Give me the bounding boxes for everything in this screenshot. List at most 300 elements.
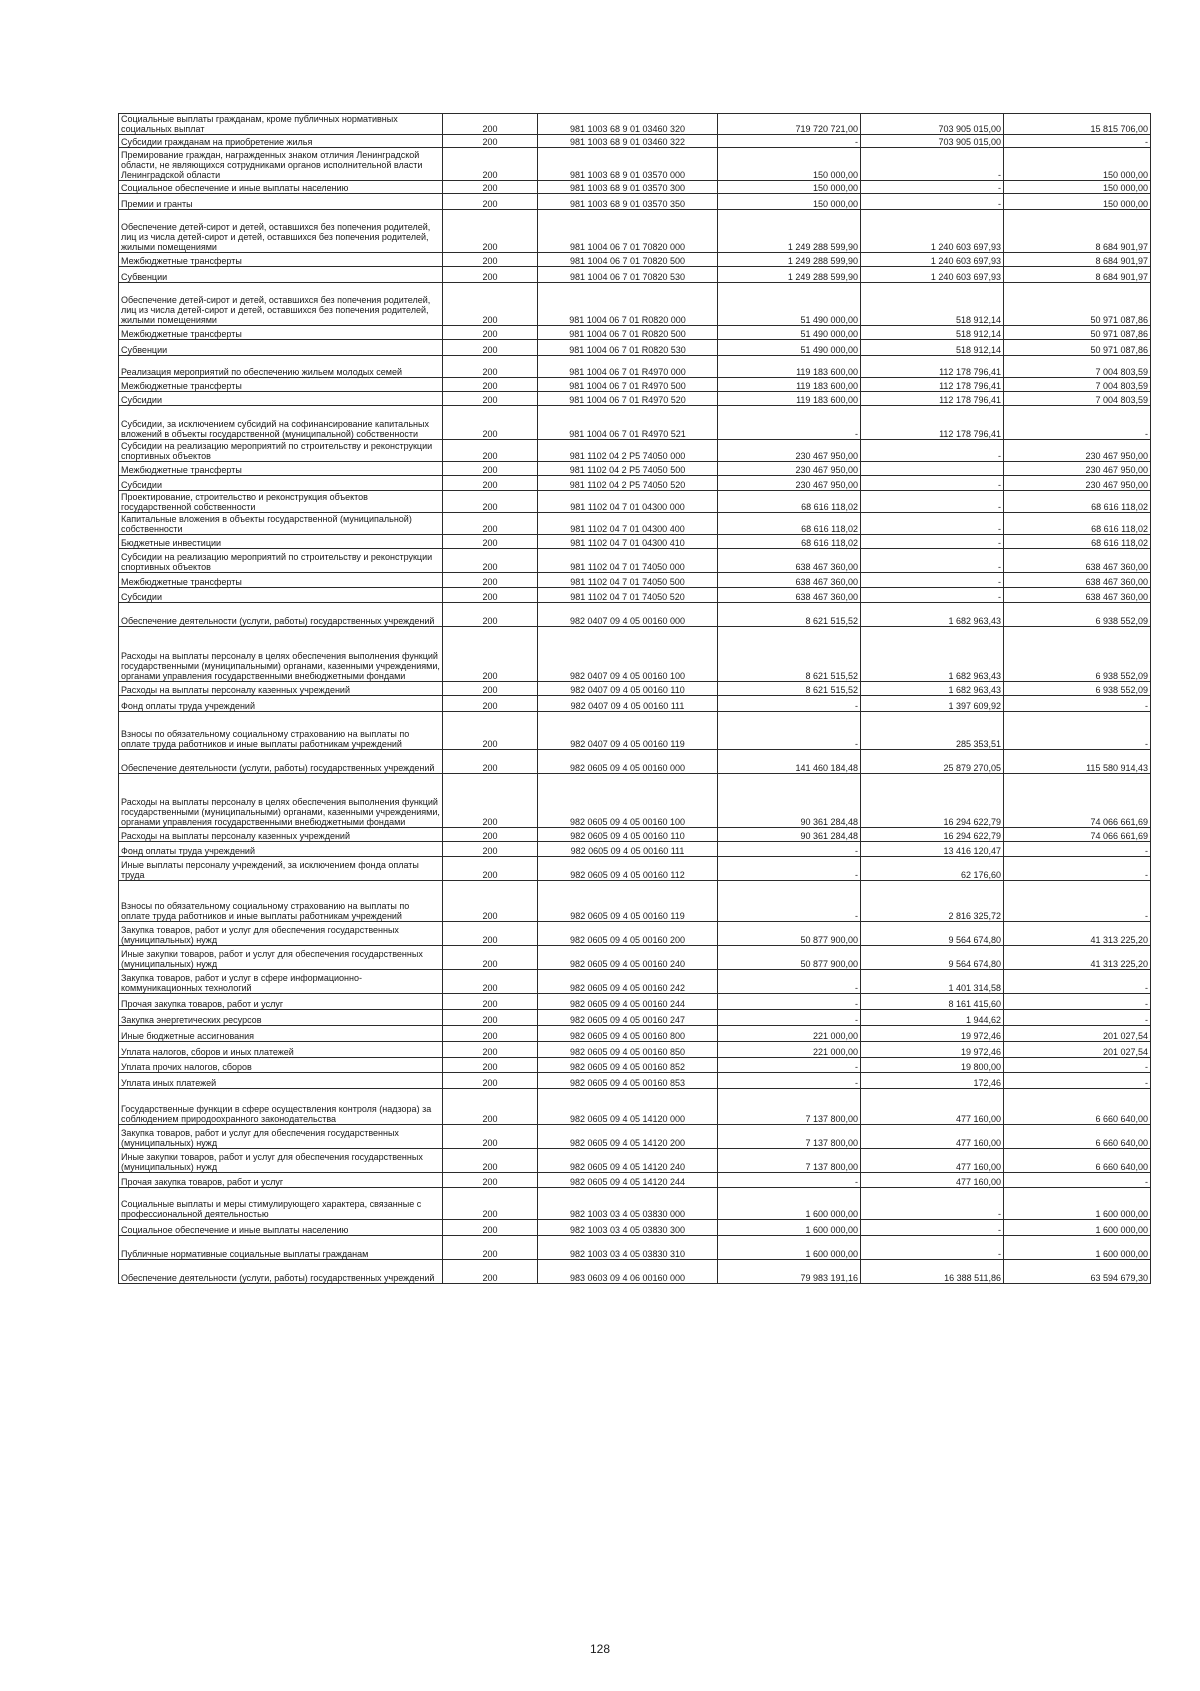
row-budget-classification-code: 981 1004 06 7 01 R0820 530 [538,340,718,356]
row-approved-amount: 8 621 515,52 [718,627,861,682]
row-name: Обеспечение деятельности (услуги, работы) государственных учреждений [119,603,443,627]
row-name: Уплата иных платежей [119,1073,443,1089]
row-executed-amount: 1 240 603 697,93 [861,253,1004,267]
row-name: Социальное обеспечение и иные выплаты населению [119,1220,443,1236]
row-executed-amount: 1 682 963,43 [861,603,1004,627]
row-unexecuted-amount: 6 660 640,00 [1004,1089,1151,1125]
row-name: Социальные выплаты гражданам, кроме публичных нормативных социальных выплат [119,114,443,135]
row-unexecuted-amount: 74 066 661,69 [1004,774,1151,828]
row-approved-amount: 638 467 360,00 [718,549,861,573]
table-row [119,922,1151,946]
row-executed-amount: - [861,491,1004,513]
row-budget-classification-code: 981 1102 04 7 01 74050 000 [538,549,718,573]
row-unexecuted-amount: 7 004 803,59 [1004,356,1151,378]
row-approved-amount: - [718,881,861,922]
row-budget-classification-code: 981 1102 04 7 01 74050 520 [538,588,718,603]
row-executed-amount: 62 176,60 [861,857,1004,881]
row-budget-classification-code: 982 0605 09 4 05 00160 119 [538,881,718,922]
row-line-code: 200 [443,392,538,406]
table-row [119,283,1151,326]
table-row [119,491,1151,513]
row-line-code: 200 [443,627,538,682]
row-executed-amount: - [861,588,1004,603]
table-row [119,881,1151,922]
row-budget-classification-code: 982 0605 09 4 05 00160 240 [538,946,718,970]
row-executed-amount: 9 564 674,80 [861,922,1004,946]
row-executed-amount: 1 397 609,92 [861,696,1004,712]
budget-execution-table [118,113,1151,1284]
table-row [119,1188,1151,1220]
row-line-code: 200 [443,946,538,970]
row-budget-classification-code: 982 0605 09 4 05 00160 111 [538,842,718,857]
row-line-code: 200 [443,1236,538,1260]
row-unexecuted-amount: - [1004,696,1151,712]
table-row [119,970,1151,994]
row-approved-amount: 51 490 000,00 [718,283,861,326]
table-body [119,114,1151,1284]
row-budget-classification-code: 982 0605 09 4 05 14120 240 [538,1149,718,1173]
row-unexecuted-amount: - [1004,881,1151,922]
table-row [119,549,1151,573]
row-approved-amount: 7 137 800,00 [718,1125,861,1149]
row-name: Расходы на выплаты персоналу в целях обеспечения выполнения функций государственными (муниципальными) органами, казенными учреждениями, органами управления государственными внебюджетными фондами [119,627,443,682]
row-unexecuted-amount: 230 467 950,00 [1004,476,1151,491]
row-name: Межбюджетные трансферты [119,462,443,476]
row-budget-classification-code: 981 1004 06 7 01 70820 530 [538,267,718,283]
table-row [119,603,1151,627]
row-line-code: 200 [443,535,538,549]
row-executed-amount: 1 401 314,58 [861,970,1004,994]
row-unexecuted-amount: 150 000,00 [1004,194,1151,210]
row-executed-amount: 9 564 674,80 [861,946,1004,970]
row-name: Бюджетные инвестиции [119,535,443,549]
table-row [119,1236,1151,1260]
row-executed-amount: 518 912,14 [861,283,1004,326]
row-unexecuted-amount: 638 467 360,00 [1004,588,1151,603]
row-unexecuted-amount: - [1004,406,1151,440]
row-unexecuted-amount: 115 580 914,43 [1004,750,1151,774]
row-name: Фонд оплаты труда учреждений [119,696,443,712]
row-budget-classification-code: 982 0605 09 4 05 00160 247 [538,1010,718,1026]
row-line-code: 200 [443,491,538,513]
row-approved-amount: 8 621 515,52 [718,603,861,627]
row-approved-amount: 7 137 800,00 [718,1089,861,1125]
row-budget-classification-code: 981 1004 06 7 01 R4970 500 [538,378,718,392]
table-row [119,696,1151,712]
row-approved-amount: 230 467 950,00 [718,476,861,491]
row-budget-classification-code: 981 1004 06 7 01 R4970 000 [538,356,718,378]
row-name: Государственные функции в сфере осуществления контроля (надзора) за соблюдением природоохранного законодательства [119,1089,443,1125]
row-executed-amount: 112 178 796,41 [861,378,1004,392]
row-budget-classification-code: 982 0605 09 4 05 00160 850 [538,1042,718,1058]
row-line-code: 200 [443,994,538,1010]
row-executed-amount: 518 912,14 [861,340,1004,356]
row-approved-amount: - [718,712,861,750]
row-executed-amount: - [861,549,1004,573]
row-executed-amount: 8 161 415,60 [861,994,1004,1010]
row-unexecuted-amount: 7 004 803,59 [1004,392,1151,406]
row-name: Субсидии гражданам на приобретение жилья [119,135,443,148]
row-budget-classification-code: 981 1102 04 7 01 04300 400 [538,513,718,535]
row-unexecuted-amount: 150 000,00 [1004,148,1151,181]
row-name: Расходы на выплаты персоналу казенных учреждений [119,828,443,842]
row-executed-amount: 477 160,00 [861,1125,1004,1149]
row-approved-amount: 90 361 284,48 [718,774,861,828]
row-unexecuted-amount: 8 684 901,97 [1004,210,1151,253]
row-line-code: 200 [443,440,538,462]
row-unexecuted-amount: 68 616 118,02 [1004,535,1151,549]
row-line-code: 200 [443,1173,538,1188]
row-executed-amount: 16 294 622,79 [861,774,1004,828]
row-budget-classification-code: 982 0407 09 4 05 00160 111 [538,696,718,712]
row-unexecuted-amount: - [1004,1058,1151,1073]
row-name: Межбюджетные трансферты [119,253,443,267]
row-line-code: 200 [443,970,538,994]
row-unexecuted-amount: 638 467 360,00 [1004,549,1151,573]
row-line-code: 200 [443,682,538,696]
row-unexecuted-amount: 8 684 901,97 [1004,253,1151,267]
table-row [119,194,1151,210]
row-executed-amount: 477 160,00 [861,1149,1004,1173]
row-executed-amount: 112 178 796,41 [861,392,1004,406]
row-line-code: 200 [443,462,538,476]
row-unexecuted-amount: 7 004 803,59 [1004,378,1151,392]
row-executed-amount: 19 972,46 [861,1042,1004,1058]
table-row [119,253,1151,267]
row-approved-amount: 1 600 000,00 [718,1236,861,1260]
row-approved-amount: 1 249 288 599,90 [718,210,861,253]
row-approved-amount: 1 249 288 599,90 [718,253,861,267]
row-unexecuted-amount: 230 467 950,00 [1004,462,1151,476]
row-name: Фонд оплаты труда учреждений [119,842,443,857]
row-unexecuted-amount: 1 600 000,00 [1004,1188,1151,1220]
row-executed-amount: 1 240 603 697,93 [861,210,1004,253]
row-approved-amount: 638 467 360,00 [718,573,861,588]
row-budget-classification-code: 983 0603 09 4 06 00160 000 [538,1260,718,1284]
row-name: Обеспечение детей-сирот и детей, оставшихся без попечения родителей, лиц из числа детей-сирот и детей, оставшихся без попечения родителей, жилыми помещениями [119,283,443,326]
row-name: Закупка энергетических ресурсов [119,1010,443,1026]
table-row [119,326,1151,340]
row-unexecuted-amount: - [1004,994,1151,1010]
row-unexecuted-amount: - [1004,712,1151,750]
row-name: Социальные выплаты и меры стимулирующего характера, связанные с профессиональной деятельностью [119,1188,443,1220]
row-name: Иные закупки товаров, работ и услуг для обеспечения государственных (муниципальных) нужд [119,946,443,970]
row-line-code: 200 [443,1010,538,1026]
row-unexecuted-amount: - [1004,857,1151,881]
row-budget-classification-code: 982 0605 09 4 05 00160 800 [538,1026,718,1042]
table-row [119,340,1151,356]
row-name: Капитальные вложения в объекты государственной (муниципальной) собственности [119,513,443,535]
row-executed-amount: 16 388 511,86 [861,1260,1004,1284]
row-executed-amount: - [861,440,1004,462]
row-budget-classification-code: 982 0605 09 4 05 14120 000 [538,1089,718,1125]
row-approved-amount: 119 183 600,00 [718,392,861,406]
row-budget-classification-code: 982 0605 09 4 05 00160 200 [538,922,718,946]
row-line-code: 200 [443,210,538,253]
row-line-code: 200 [443,513,538,535]
row-name: Межбюджетные трансферты [119,378,443,392]
row-approved-amount: - [718,994,861,1010]
row-line-code: 200 [443,1026,538,1042]
row-line-code: 200 [443,1125,538,1149]
row-budget-classification-code: 981 1102 04 7 01 74050 500 [538,573,718,588]
row-line-code: 200 [443,573,538,588]
table-row [119,148,1151,181]
row-budget-classification-code: 982 0605 09 4 05 00160 110 [538,828,718,842]
row-approved-amount: 68 616 118,02 [718,491,861,513]
row-budget-classification-code: 982 0407 09 4 05 00160 119 [538,712,718,750]
row-budget-classification-code: 982 0605 09 4 05 00160 244 [538,994,718,1010]
table-row [119,513,1151,535]
table-row [119,476,1151,491]
row-name: Расходы на выплаты персоналу казенных учреждений [119,682,443,696]
row-unexecuted-amount: 50 971 087,86 [1004,283,1151,326]
row-unexecuted-amount: 50 971 087,86 [1004,340,1151,356]
row-line-code: 200 [443,114,538,135]
row-executed-amount: 477 160,00 [861,1173,1004,1188]
table-row [119,462,1151,476]
row-unexecuted-amount: 74 066 661,69 [1004,828,1151,842]
row-unexecuted-amount: 63 594 679,30 [1004,1260,1151,1284]
row-line-code: 200 [443,476,538,491]
row-budget-classification-code: 982 1003 03 4 05 03830 300 [538,1220,718,1236]
table-row [119,750,1151,774]
row-executed-amount: 112 178 796,41 [861,356,1004,378]
row-executed-amount: 1 682 963,43 [861,627,1004,682]
row-executed-amount: - [861,535,1004,549]
row-budget-classification-code: 981 1003 68 9 01 03460 322 [538,135,718,148]
row-budget-classification-code: 981 1003 68 9 01 03460 320 [538,114,718,135]
table-row [119,181,1151,194]
row-name: Проектирование, строительство и реконструкция объектов государственной собственности [119,491,443,513]
row-line-code: 200 [443,253,538,267]
table-row [119,828,1151,842]
row-budget-classification-code: 982 0407 09 4 05 00160 100 [538,627,718,682]
table-row [119,1125,1151,1149]
row-line-code: 200 [443,1058,538,1073]
row-budget-classification-code: 981 1004 06 7 01 70820 000 [538,210,718,253]
row-name: Закупка товаров, работ и услуг в сфере информационно-коммуникационных технологий [119,970,443,994]
row-unexecuted-amount: - [1004,842,1151,857]
row-line-code: 200 [443,1260,538,1284]
row-executed-amount: 1 944,62 [861,1010,1004,1026]
table-row [119,682,1151,696]
row-name: Уплата налогов, сборов и иных платежей [119,1042,443,1058]
row-approved-amount: 719 720 721,00 [718,114,861,135]
row-executed-amount: - [861,194,1004,210]
row-executed-amount: 518 912,14 [861,326,1004,340]
row-unexecuted-amount: - [1004,1073,1151,1089]
table-row [119,1149,1151,1173]
row-budget-classification-code: 981 1004 06 7 01 R4970 521 [538,406,718,440]
row-name: Премирование граждан, награжденных знаком отличия Ленинградской области, не являющихся сотрудниками органов исполнительной власти Ленинградской области [119,148,443,181]
row-unexecuted-amount: 50 971 087,86 [1004,326,1151,340]
row-budget-classification-code: 981 1003 68 9 01 03570 000 [538,148,718,181]
row-executed-amount: - [861,1236,1004,1260]
row-approved-amount: 230 467 950,00 [718,462,861,476]
row-executed-amount: - [861,476,1004,491]
table-row [119,378,1151,392]
row-approved-amount: 230 467 950,00 [718,440,861,462]
row-executed-amount: 1 682 963,43 [861,682,1004,696]
row-approved-amount: 51 490 000,00 [718,340,861,356]
table-row [119,994,1151,1010]
row-line-code: 200 [443,283,538,326]
row-unexecuted-amount: 41 313 225,20 [1004,922,1151,946]
row-unexecuted-amount: 68 616 118,02 [1004,491,1151,513]
row-name: Расходы на выплаты персоналу в целях обеспечения выполнения функций государственными (муниципальными) органами, казенными учреждениями, органами управления государственными внебюджетными фондами [119,774,443,828]
row-line-code: 200 [443,1089,538,1125]
table-row [119,1042,1151,1058]
row-line-code: 200 [443,194,538,210]
row-unexecuted-amount: - [1004,970,1151,994]
row-name: Премии и гранты [119,194,443,210]
row-name: Субсидии на реализацию мероприятий по строительству и реконструкции спортивных объектов [119,549,443,573]
row-executed-amount: 2 816 325,72 [861,881,1004,922]
row-executed-amount: - [861,513,1004,535]
row-executed-amount: - [861,181,1004,194]
row-unexecuted-amount: 68 616 118,02 [1004,513,1151,535]
table-row [119,712,1151,750]
row-approved-amount: - [718,406,861,440]
row-executed-amount: 172,46 [861,1073,1004,1089]
row-name: Прочая закупка товаров, работ и услуг [119,1173,443,1188]
row-approved-amount: - [718,1073,861,1089]
row-line-code: 200 [443,1220,538,1236]
row-unexecuted-amount: - [1004,1010,1151,1026]
table-row [119,1073,1151,1089]
row-line-code: 200 [443,750,538,774]
row-approved-amount: 638 467 360,00 [718,588,861,603]
row-line-code: 200 [443,148,538,181]
row-unexecuted-amount: 15 815 706,00 [1004,114,1151,135]
table-row [119,588,1151,603]
row-budget-classification-code: 981 1102 04 2 P5 74050 500 [538,462,718,476]
row-line-code: 200 [443,881,538,922]
row-line-code: 200 [443,603,538,627]
row-executed-amount: 19 972,46 [861,1026,1004,1042]
table-row [119,1010,1151,1026]
page-number: 128 [589,1642,611,1656]
row-approved-amount: 150 000,00 [718,194,861,210]
row-approved-amount: - [718,1010,861,1026]
row-name: Обеспечение детей-сирот и детей, оставшихся без попечения родителей, лиц из числа детей-сирот и детей, оставшихся без попечения родителей, жилыми помещениями [119,210,443,253]
row-name: Межбюджетные трансферты [119,326,443,340]
row-unexecuted-amount: 6 938 552,09 [1004,627,1151,682]
row-line-code: 200 [443,712,538,750]
row-budget-classification-code: 981 1102 04 7 01 04300 000 [538,491,718,513]
row-name: Субсидии [119,588,443,603]
row-name: Публичные нормативные социальные выплаты гражданам [119,1236,443,1260]
row-budget-classification-code: 982 0605 09 4 05 00160 242 [538,970,718,994]
table-row [119,627,1151,682]
row-budget-classification-code: 982 1003 03 4 05 03830 310 [538,1236,718,1260]
row-budget-classification-code: 981 1003 68 9 01 03570 350 [538,194,718,210]
row-line-code: 200 [443,340,538,356]
row-name: Обеспечение деятельности (услуги, работы) государственных учреждений [119,1260,443,1284]
table-row [119,774,1151,828]
row-unexecuted-amount: 1 600 000,00 [1004,1236,1151,1260]
row-executed-amount: 19 800,00 [861,1058,1004,1073]
row-line-code: 200 [443,135,538,148]
row-budget-classification-code: 981 1003 68 9 01 03570 300 [538,181,718,194]
table-row [119,842,1151,857]
row-approved-amount: 68 616 118,02 [718,535,861,549]
row-approved-amount: 221 000,00 [718,1026,861,1042]
row-line-code: 200 [443,774,538,828]
row-approved-amount: 51 490 000,00 [718,326,861,340]
table-row [119,1089,1151,1125]
row-name: Субсидии, за исключением субсидий на софинансирование капитальных вложений в объекты государственной (муниципальной) собственности [119,406,443,440]
row-name: Уплата прочих налогов, сборов [119,1058,443,1073]
table-row [119,440,1151,462]
row-unexecuted-amount: 230 467 950,00 [1004,440,1151,462]
table-row [119,356,1151,378]
row-line-code: 200 [443,181,538,194]
row-line-code: 200 [443,1042,538,1058]
row-executed-amount: 25 879 270,05 [861,750,1004,774]
row-executed-amount: 703 905 015,00 [861,135,1004,148]
row-executed-amount [861,462,1004,476]
row-approved-amount: - [718,1173,861,1188]
row-executed-amount: 703 905 015,00 [861,114,1004,135]
row-line-code: 200 [443,406,538,440]
row-approved-amount: 90 361 284,48 [718,828,861,842]
row-budget-classification-code: 981 1102 04 2 P5 74050 520 [538,476,718,491]
table-row [119,114,1151,135]
row-unexecuted-amount: - [1004,135,1151,148]
row-budget-classification-code: 982 0605 09 4 05 00160 100 [538,774,718,828]
row-unexecuted-amount: 6 660 640,00 [1004,1149,1151,1173]
row-approved-amount: 79 983 191,16 [718,1260,861,1284]
row-name: Субсидии на реализацию мероприятий по строительству и реконструкции спортивных объектов [119,440,443,462]
row-name: Закупка товаров, работ и услуг для обеспечения государственных (муниципальных) нужд [119,922,443,946]
row-approved-amount: - [718,696,861,712]
row-line-code: 200 [443,696,538,712]
row-name: Социальное обеспечение и иные выплаты населению [119,181,443,194]
row-line-code: 200 [443,378,538,392]
row-line-code: 200 [443,549,538,573]
row-approved-amount: 119 183 600,00 [718,356,861,378]
table-row [119,392,1151,406]
row-line-code: 200 [443,857,538,881]
row-budget-classification-code: 982 0407 09 4 05 00160 110 [538,682,718,696]
row-line-code: 200 [443,1149,538,1173]
row-approved-amount: - [718,857,861,881]
row-name: Субвенции [119,267,443,283]
table-row [119,135,1151,148]
table-row [119,1026,1151,1042]
row-approved-amount: 50 877 900,00 [718,922,861,946]
row-name: Прочая закупка товаров, работ и услуг [119,994,443,1010]
row-line-code: 200 [443,1073,538,1089]
row-budget-classification-code: 981 1102 04 7 01 04300 410 [538,535,718,549]
row-line-code: 200 [443,922,538,946]
row-executed-amount: 477 160,00 [861,1089,1004,1125]
row-executed-amount: 16 294 622,79 [861,828,1004,842]
table-row [119,1220,1151,1236]
row-budget-classification-code: 981 1004 06 7 01 R0820 000 [538,283,718,326]
row-unexecuted-amount: 8 684 901,97 [1004,267,1151,283]
row-budget-classification-code: 982 0605 09 4 05 00160 852 [538,1058,718,1073]
row-approved-amount: 150 000,00 [718,181,861,194]
row-executed-amount: 285 353,51 [861,712,1004,750]
row-name: Взносы по обязательному социальному страхованию на выплаты по оплате труда работников и иные выплаты работникам учреждений [119,881,443,922]
row-name: Субсидии [119,392,443,406]
row-budget-classification-code: 982 0605 09 4 05 00160 112 [538,857,718,881]
table-row [119,535,1151,549]
row-budget-classification-code: 981 1004 06 7 01 R4970 520 [538,392,718,406]
